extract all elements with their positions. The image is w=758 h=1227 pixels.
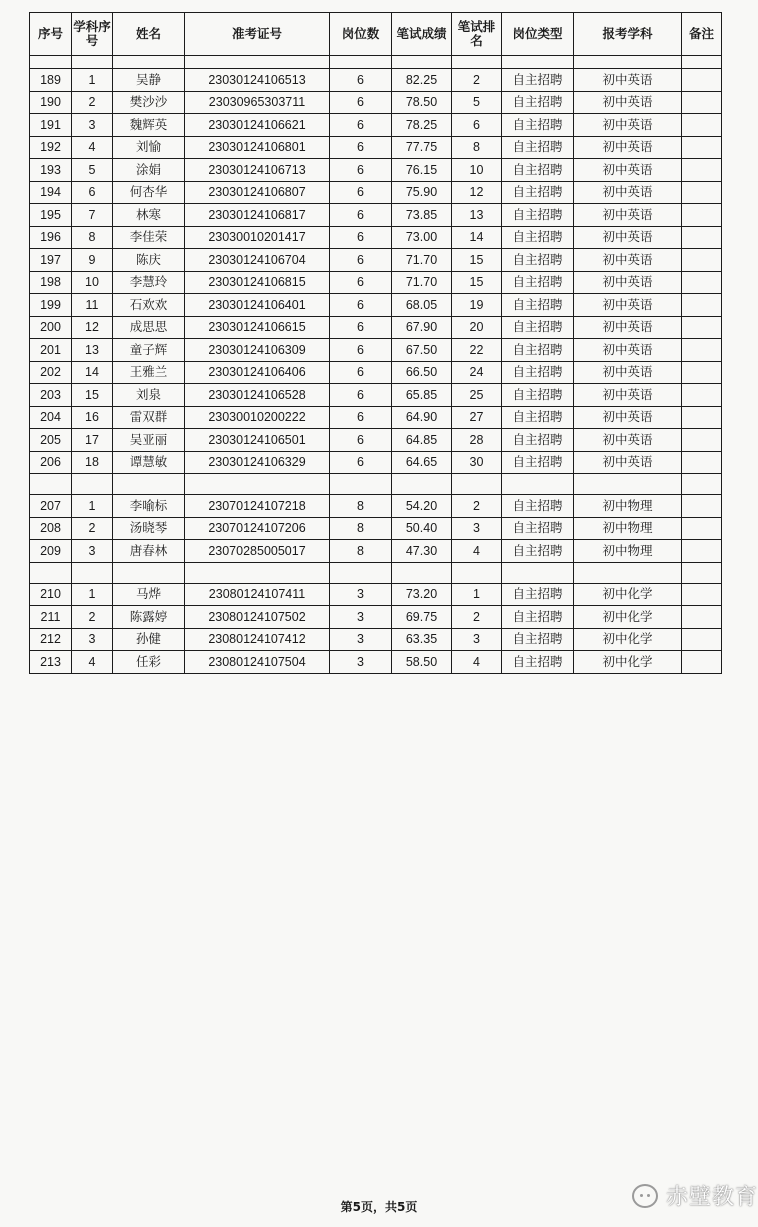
score-cell: 54.20: [392, 495, 452, 518]
exam-id-cell: 23080124107412: [185, 628, 330, 651]
subject-serial-cell: 3: [72, 114, 113, 137]
score-cell: 71.70: [392, 249, 452, 272]
group-separator-row: [30, 474, 722, 495]
remark-cell: [682, 583, 722, 606]
score-cell: 69.75: [392, 606, 452, 629]
post-type-cell: 自主招聘: [502, 495, 574, 518]
serial-cell: 194: [30, 181, 72, 204]
rank-cell: 8: [452, 136, 502, 159]
positions-cell: 6: [330, 316, 392, 339]
remark-cell: [682, 495, 722, 518]
remark-cell: [682, 651, 722, 674]
header-cell: 岗位数: [330, 13, 392, 56]
subject-serial-cell: 4: [72, 136, 113, 159]
score-cell: 50.40: [392, 517, 452, 540]
header-cell: 笔试排名: [452, 13, 502, 56]
serial-cell: 206: [30, 451, 72, 474]
name-cell: 陈庆: [113, 249, 185, 272]
score-cell: 63.35: [392, 628, 452, 651]
post-type-cell: 自主招聘: [502, 91, 574, 114]
remark-cell: [682, 429, 722, 452]
spacer-row: [30, 56, 722, 69]
subject-serial-cell: 13: [72, 339, 113, 362]
subject-serial-cell: 11: [72, 294, 113, 317]
post-type-cell: 自主招聘: [502, 204, 574, 227]
score-cell: 73.00: [392, 226, 452, 249]
positions-cell: 6: [330, 361, 392, 384]
serial-cell: 210: [30, 583, 72, 606]
serial-cell: 193: [30, 159, 72, 182]
name-cell: 樊沙沙: [113, 91, 185, 114]
remark-cell: [682, 181, 722, 204]
post-type-cell: 自主招聘: [502, 628, 574, 651]
subject-serial-cell: 3: [72, 540, 113, 563]
name-cell: 雷双群: [113, 406, 185, 429]
subject-serial-cell: 5: [72, 159, 113, 182]
table-row: [30, 181, 722, 204]
post-type-cell: 自主招聘: [502, 606, 574, 629]
exam-id-cell: 23030124106309: [185, 339, 330, 362]
table-row: [30, 583, 722, 606]
rank-cell: 28: [452, 429, 502, 452]
positions-cell: 6: [330, 114, 392, 137]
subject-serial-cell: 6: [72, 181, 113, 204]
rank-cell: 12: [452, 181, 502, 204]
page-footer: 第5页，共5页: [340, 1200, 418, 1214]
score-cell: 58.50: [392, 651, 452, 674]
candidate-score-table: [29, 12, 722, 674]
wechat-icon: [632, 1184, 658, 1208]
exam-id-cell: 23030124106815: [185, 271, 330, 294]
positions-cell: 6: [330, 406, 392, 429]
remark-cell: [682, 226, 722, 249]
exam-id-cell: 23030124106513: [185, 69, 330, 92]
positions-cell: 6: [330, 69, 392, 92]
positions-cell: 6: [330, 136, 392, 159]
rank-cell: 30: [452, 451, 502, 474]
table-header-row: [30, 13, 722, 56]
name-cell: 谭慧敏: [113, 451, 185, 474]
serial-cell: 195: [30, 204, 72, 227]
serial-cell: 201: [30, 339, 72, 362]
serial-cell: 203: [30, 384, 72, 407]
score-cell: 78.50: [392, 91, 452, 114]
score-cell: 78.25: [392, 114, 452, 137]
header-cell: 岗位类型: [502, 13, 574, 56]
exam-id-cell: 23030124106621: [185, 114, 330, 137]
subject-serial-cell: 15: [72, 384, 113, 407]
serial-cell: 211: [30, 606, 72, 629]
subject-cell: 初中化学: [574, 651, 682, 674]
post-type-cell: 自主招聘: [502, 294, 574, 317]
table-row: [30, 339, 722, 362]
post-type-cell: 自主招聘: [502, 226, 574, 249]
score-cell: 75.90: [392, 181, 452, 204]
serial-cell: 197: [30, 249, 72, 272]
subject-serial-cell: 16: [72, 406, 113, 429]
header-cell: 报考学科: [574, 13, 682, 56]
remark-cell: [682, 361, 722, 384]
exam-id-cell: 23070124107206: [185, 517, 330, 540]
subject-cell: 初中英语: [574, 429, 682, 452]
post-type-cell: 自主招聘: [502, 583, 574, 606]
remark-cell: [682, 316, 722, 339]
positions-cell: 6: [330, 294, 392, 317]
post-type-cell: 自主招聘: [502, 540, 574, 563]
score-cell: 67.90: [392, 316, 452, 339]
serial-cell: 199: [30, 294, 72, 317]
name-cell: 涂娟: [113, 159, 185, 182]
post-type-cell: 自主招聘: [502, 136, 574, 159]
table-row: [30, 517, 722, 540]
rank-cell: 10: [452, 159, 502, 182]
rank-cell: 3: [452, 517, 502, 540]
rank-cell: 4: [452, 651, 502, 674]
serial-cell: 207: [30, 495, 72, 518]
exam-id-cell: 23030124106329: [185, 451, 330, 474]
exam-id-cell: 23030124106528: [185, 384, 330, 407]
subject-cell: 初中化学: [574, 606, 682, 629]
rank-cell: 25: [452, 384, 502, 407]
remark-cell: [682, 540, 722, 563]
subject-serial-cell: 17: [72, 429, 113, 452]
post-type-cell: 自主招聘: [502, 271, 574, 294]
exam-id-cell: 23030124106401: [185, 294, 330, 317]
post-type-cell: 自主招聘: [502, 517, 574, 540]
positions-cell: 6: [330, 204, 392, 227]
serial-cell: 196: [30, 226, 72, 249]
exam-id-cell: 23030124106501: [185, 429, 330, 452]
positions-cell: 6: [330, 339, 392, 362]
positions-cell: 8: [330, 540, 392, 563]
name-cell: 李慧玲: [113, 271, 185, 294]
subject-cell: 初中化学: [574, 583, 682, 606]
watermark: [632, 1180, 758, 1211]
serial-cell: 213: [30, 651, 72, 674]
score-cell: 77.75: [392, 136, 452, 159]
name-cell: 吴亚丽: [113, 429, 185, 452]
positions-cell: 3: [330, 628, 392, 651]
score-cell: 73.85: [392, 204, 452, 227]
table-row: [30, 361, 722, 384]
subject-cell: 初中英语: [574, 361, 682, 384]
serial-cell: 200: [30, 316, 72, 339]
post-type-cell: 自主招聘: [502, 69, 574, 92]
rank-cell: 15: [452, 271, 502, 294]
score-cell: 82.25: [392, 69, 452, 92]
exam-id-cell: 23030124106406: [185, 361, 330, 384]
rank-cell: 14: [452, 226, 502, 249]
rank-cell: 15: [452, 249, 502, 272]
subject-cell: 初中英语: [574, 181, 682, 204]
rank-cell: 2: [452, 69, 502, 92]
subject-serial-cell: 9: [72, 249, 113, 272]
exam-id-cell: 23030965303711: [185, 91, 330, 114]
subject-serial-cell: 1: [72, 583, 113, 606]
post-type-cell: 自主招聘: [502, 114, 574, 137]
subject-cell: 初中物理: [574, 517, 682, 540]
positions-cell: 6: [330, 181, 392, 204]
rank-cell: 3: [452, 628, 502, 651]
table-row: [30, 136, 722, 159]
subject-serial-cell: 1: [72, 69, 113, 92]
serial-cell: 212: [30, 628, 72, 651]
name-cell: 李佳荣: [113, 226, 185, 249]
post-type-cell: 自主招聘: [502, 361, 574, 384]
table-row: [30, 159, 722, 182]
serial-cell: 205: [30, 429, 72, 452]
post-type-cell: 自主招聘: [502, 339, 574, 362]
positions-cell: 8: [330, 517, 392, 540]
exam-id-cell: 23070285005017: [185, 540, 330, 563]
table-row: [30, 451, 722, 474]
name-cell: 汤晓琴: [113, 517, 185, 540]
score-cell: 73.20: [392, 583, 452, 606]
subject-cell: 初中英语: [574, 159, 682, 182]
name-cell: 唐春林: [113, 540, 185, 563]
subject-cell: 初中英语: [574, 114, 682, 137]
group-separator-row: [30, 562, 722, 583]
positions-cell: 3: [330, 606, 392, 629]
post-type-cell: 自主招聘: [502, 406, 574, 429]
subject-serial-cell: 14: [72, 361, 113, 384]
serial-cell: 209: [30, 540, 72, 563]
rank-cell: 19: [452, 294, 502, 317]
name-cell: 何杏华: [113, 181, 185, 204]
rank-cell: 4: [452, 540, 502, 563]
score-cell: 64.90: [392, 406, 452, 429]
subject-cell: 初中英语: [574, 226, 682, 249]
rank-cell: 1: [452, 583, 502, 606]
post-type-cell: 自主招聘: [502, 451, 574, 474]
score-cell: 76.15: [392, 159, 452, 182]
serial-cell: 190: [30, 91, 72, 114]
remark-cell: [682, 517, 722, 540]
positions-cell: 3: [330, 651, 392, 674]
subject-serial-cell: 8: [72, 226, 113, 249]
positions-cell: 6: [330, 429, 392, 452]
table-row: [30, 271, 722, 294]
name-cell: 孙健: [113, 628, 185, 651]
name-cell: 成思思: [113, 316, 185, 339]
rank-cell: 27: [452, 406, 502, 429]
post-type-cell: 自主招聘: [502, 429, 574, 452]
subject-serial-cell: 18: [72, 451, 113, 474]
subject-cell: 初中英语: [574, 451, 682, 474]
subject-serial-cell: 2: [72, 91, 113, 114]
name-cell: 吴静: [113, 69, 185, 92]
serial-cell: 192: [30, 136, 72, 159]
subject-cell: 初中英语: [574, 136, 682, 159]
positions-cell: 6: [330, 249, 392, 272]
score-cell: 68.05: [392, 294, 452, 317]
table-row: [30, 540, 722, 563]
table-row: [30, 651, 722, 674]
subject-cell: 初中物理: [574, 540, 682, 563]
remark-cell: [682, 159, 722, 182]
subject-cell: 初中英语: [574, 316, 682, 339]
rank-cell: 13: [452, 204, 502, 227]
table-row: [30, 495, 722, 518]
subject-cell: 初中英语: [574, 406, 682, 429]
table-row: [30, 384, 722, 407]
rank-cell: 2: [452, 495, 502, 518]
exam-id-cell: 23030010200222: [185, 406, 330, 429]
subject-cell: 初中英语: [574, 384, 682, 407]
remark-cell: [682, 628, 722, 651]
table-body: [30, 69, 722, 674]
post-type-cell: 自主招聘: [502, 159, 574, 182]
table-row: [30, 628, 722, 651]
exam-id-cell: 23030124106615: [185, 316, 330, 339]
name-cell: 李喻标: [113, 495, 185, 518]
rank-cell: 2: [452, 606, 502, 629]
serial-cell: 202: [30, 361, 72, 384]
subject-serial-cell: 2: [72, 517, 113, 540]
subject-cell: 初中英语: [574, 271, 682, 294]
name-cell: 马烨: [113, 583, 185, 606]
positions-cell: 6: [330, 384, 392, 407]
remark-cell: [682, 451, 722, 474]
subject-cell: 初中英语: [574, 69, 682, 92]
remark-cell: [682, 91, 722, 114]
score-cell: 65.85: [392, 384, 452, 407]
remark-cell: [682, 114, 722, 137]
score-cell: 64.85: [392, 429, 452, 452]
post-type-cell: 自主招聘: [502, 181, 574, 204]
score-cell: 64.65: [392, 451, 452, 474]
table-row: [30, 606, 722, 629]
positions-cell: 6: [330, 91, 392, 114]
score-cell: 71.70: [392, 271, 452, 294]
subject-cell: 初中英语: [574, 204, 682, 227]
subject-cell: 初中英语: [574, 294, 682, 317]
post-type-cell: 自主招聘: [502, 249, 574, 272]
subject-serial-cell: 12: [72, 316, 113, 339]
subject-cell: 初中化学: [574, 628, 682, 651]
subject-serial-cell: 2: [72, 606, 113, 629]
remark-cell: [682, 69, 722, 92]
name-cell: 任彩: [113, 651, 185, 674]
table-row: [30, 226, 722, 249]
positions-cell: 6: [330, 451, 392, 474]
header-cell: 笔试成绩: [392, 13, 452, 56]
score-cell: 47.30: [392, 540, 452, 563]
positions-cell: 6: [330, 226, 392, 249]
exam-id-cell: 23030124106713: [185, 159, 330, 182]
remark-cell: [682, 136, 722, 159]
subject-serial-cell: 10: [72, 271, 113, 294]
rank-cell: 22: [452, 339, 502, 362]
remark-cell: [682, 606, 722, 629]
header-cell: 姓名: [113, 13, 185, 56]
header-cell: 备注: [682, 13, 722, 56]
name-cell: 石欢欢: [113, 294, 185, 317]
serial-cell: 208: [30, 517, 72, 540]
table-row: [30, 91, 722, 114]
remark-cell: [682, 294, 722, 317]
table-row: [30, 69, 722, 92]
post-type-cell: 自主招聘: [502, 384, 574, 407]
name-cell: 陈露婷: [113, 606, 185, 629]
table-row: [30, 204, 722, 227]
positions-cell: 6: [330, 159, 392, 182]
name-cell: 童子辉: [113, 339, 185, 362]
exam-id-cell: 23030124106704: [185, 249, 330, 272]
score-cell: 66.50: [392, 361, 452, 384]
name-cell: 林寒: [113, 204, 185, 227]
serial-cell: 204: [30, 406, 72, 429]
table-row: [30, 316, 722, 339]
exam-id-cell: 23080124107411: [185, 583, 330, 606]
name-cell: 刘愉: [113, 136, 185, 159]
remark-cell: [682, 271, 722, 294]
subject-cell: 初中英语: [574, 249, 682, 272]
remark-cell: [682, 339, 722, 362]
rank-cell: 5: [452, 91, 502, 114]
exam-id-cell: 23080124107504: [185, 651, 330, 674]
rank-cell: 20: [452, 316, 502, 339]
serial-cell: 189: [30, 69, 72, 92]
header-cell: 学科序号: [72, 13, 113, 56]
score-cell: 67.50: [392, 339, 452, 362]
positions-cell: 8: [330, 495, 392, 518]
subject-serial-cell: 1: [72, 495, 113, 518]
positions-cell: 6: [330, 271, 392, 294]
remark-cell: [682, 249, 722, 272]
name-cell: 魏辉英: [113, 114, 185, 137]
exam-id-cell: 23030124106817: [185, 204, 330, 227]
table-row: [30, 114, 722, 137]
remark-cell: [682, 406, 722, 429]
table-row: [30, 249, 722, 272]
remark-cell: [682, 384, 722, 407]
exam-id-cell: 23030124106807: [185, 181, 330, 204]
serial-cell: 198: [30, 271, 72, 294]
subject-serial-cell: 7: [72, 204, 113, 227]
serial-cell: 191: [30, 114, 72, 137]
positions-cell: 3: [330, 583, 392, 606]
post-type-cell: 自主招聘: [502, 316, 574, 339]
table-row: [30, 294, 722, 317]
exam-id-cell: 23030010201417: [185, 226, 330, 249]
watermark-text: 赤壁教育: [665, 1185, 758, 1210]
table-row: [30, 429, 722, 452]
exam-id-cell: 23080124107502: [185, 606, 330, 629]
subject-serial-cell: 4: [72, 651, 113, 674]
subject-serial-cell: 3: [72, 628, 113, 651]
subject-cell: 初中英语: [574, 339, 682, 362]
table-row: [30, 406, 722, 429]
name-cell: 王雅兰: [113, 361, 185, 384]
remark-cell: [682, 204, 722, 227]
header-cell: 序号: [30, 13, 72, 56]
name-cell: 刘泉: [113, 384, 185, 407]
header-cell: 准考证号: [185, 13, 330, 56]
exam-id-cell: 23070124107218: [185, 495, 330, 518]
rank-cell: 6: [452, 114, 502, 137]
subject-cell: 初中英语: [574, 91, 682, 114]
exam-id-cell: 23030124106801: [185, 136, 330, 159]
post-type-cell: 自主招聘: [502, 651, 574, 674]
subject-cell: 初中物理: [574, 495, 682, 518]
rank-cell: 24: [452, 361, 502, 384]
